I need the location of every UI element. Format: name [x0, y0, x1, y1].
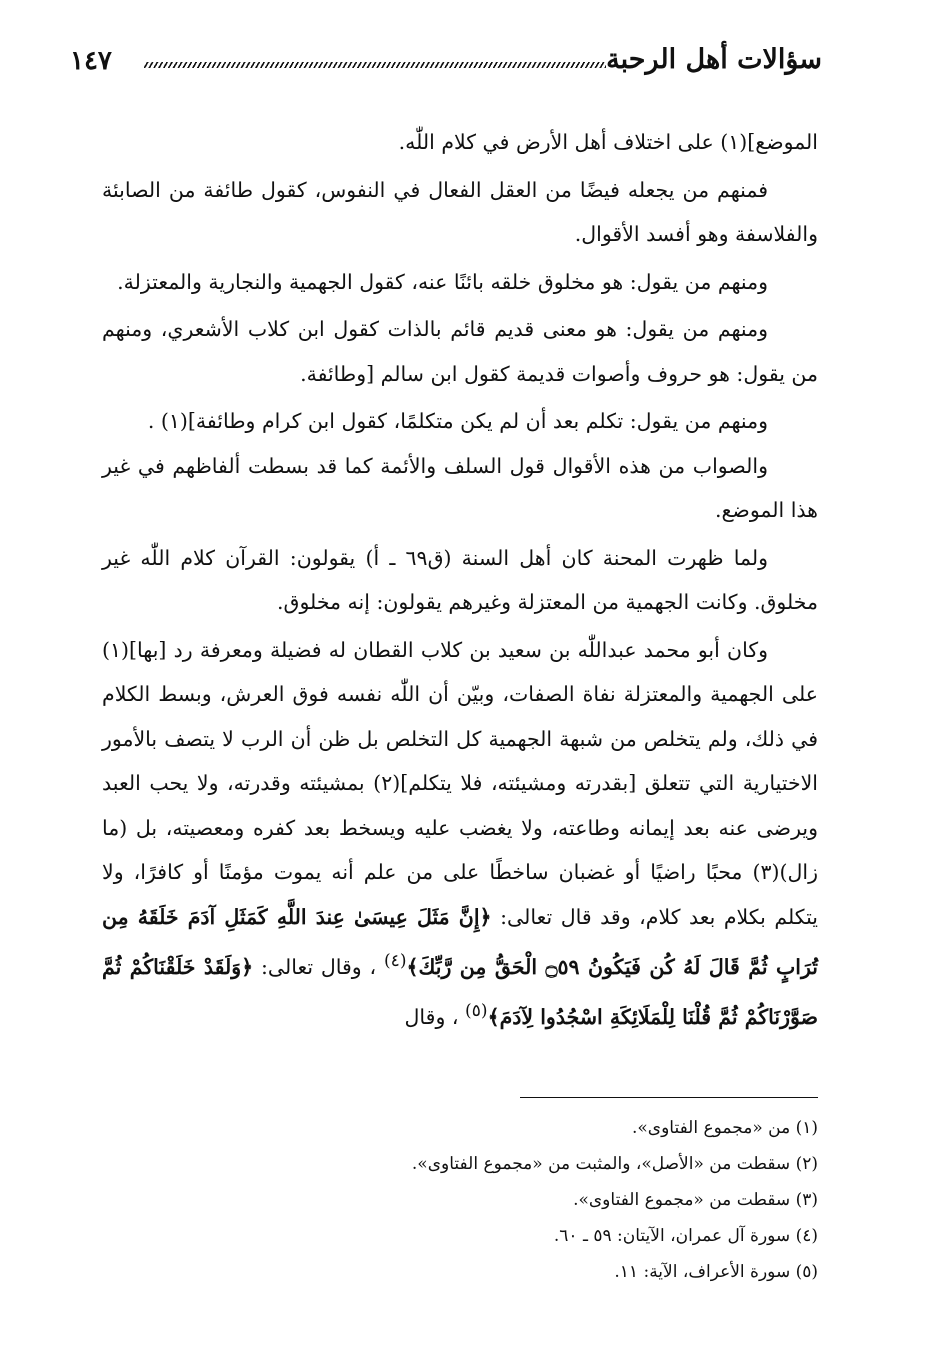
paragraph: ومنهم من يقول: هو مخلوق خلقه بائنًا عنه، كقول الجهمية والنجارية والمعتزلة. [117, 269, 768, 294]
footnotes [102, 1110, 818, 1290]
paragraph: ولما ظهرت المحنة كان أهل السنة (ق٦٩ ـ أ) يقولون: القرآن كلام اللّٰه غير مخلوق. وكانت الجهمية من المعتزلة وغيرهم يقولون: إنه مخلوق. [102, 545, 818, 614]
footnote-ref: (٤) [383, 951, 407, 971]
footnote: (١) من «مجموع الفتاوى». [631, 1118, 818, 1138]
paragraph-with-quran [102, 628, 818, 1040]
paragraph: الموضع](١) على اختلاف أهل الأرض في كلام اللّٰه. [398, 130, 818, 154]
connector-text: ، وقال [404, 1005, 466, 1030]
paragraph: والصواب من هذه الأقوال قول السلف والأئمة كما قد بسطت ألفاظهم في غير هذا الموضع. [102, 453, 818, 522]
footnote: (٢) سقطت من «الأصل»، والمثبت من «مجموع الفتاوى». [411, 1154, 818, 1174]
paragraph: ومنهم من يقول: هو معنى قديم قائم بالذات كقول ابن كلاب الأشعري، ومنهم من يقول: هو حروف وأصوات قديمة كقول ابن سالم [وطائفة. [102, 317, 818, 386]
paragraph: ومنهم من يقول: تكلم بعد أن لم يكن متكلمًا، كقول ابن كرام وطائفة](١) . [147, 409, 768, 433]
quran-verse: ﴿وَلَقَدْ خَلَقْنَاكُمْ ثُمَّ صَوَّرْنَاكُمْ ثُمَّ قُلْنَا لِلْمَلَائِكَةِ اسْجُدُوا لِآدَمَ﴾ [102, 954, 818, 1030]
header-ornament-rule [144, 62, 606, 68]
paragraph: فمنهم من يجعله فيضًا من العقل الفعال في النفوس، كقول طائفة من الصابئة والفلاسفة وهو أفسد الأقوال. [102, 177, 818, 246]
page-number: ١٤٧ [70, 46, 112, 76]
running-title: سؤالات أهل الرحبة [606, 44, 822, 75]
footnote: (٥) سورة الأعراف، الآية: ١١. [614, 1262, 818, 1282]
connector-text: ، وقال تعالى: [253, 954, 384, 979]
paragraph-text: وكان أبو محمد عبداللّٰه بن سعيد بن كلاب القطان له فضيلة ومعرفة رد [بها](١) على الجهمية والمعتزلة نفاة الصفات، وبيّن أن اللّٰه نفسه فوق العرش، وبسط الكلام في ذلك، ولم يتخلص من شبهة الجهمية كل التخلص بل ظن أن الرب لا يتصف بالأمور الاختيارية التي تتعلق [بقدرته ومشيئته، فلا يتكلم](٢) بمشيئته وقدرته، ولا يحب العبد ويرضى عنه بعد إيمانه وطاعته، ولا يغضب عليه ويسخط بعد كفره ومعصيته، بل (ما زال)(٣) محبًا راضيًا أو غضبان ساخطًا على من علم أنه يموت مؤمنًا أو كافرًا، ولا يتكلم بكلام بعد كلام، وقد قال تعالى: [102, 637, 818, 929]
footnote-separator [520, 1097, 818, 1098]
main-text [102, 120, 818, 1040]
footnote-ref: (٥) [465, 1001, 488, 1022]
footnote: (٣) سقطت من «مجموع الفتاوى». [573, 1190, 818, 1210]
page-header [62, 42, 822, 82]
footnote: (٤) سورة آل عمران، الآيتان: ٥٩ ـ ٦٠. [553, 1226, 818, 1246]
quran-verse: ﴿إِنَّ مَثَلَ عِيسَىٰ عِندَ اللَّهِ كَمَثَلِ آدَمَ خَلَقَهُ مِن تُرَابٍ ثُمَّ قَالَ لَهُ كُن فَيَكُونُ ۝٥٩ الْحَقُّ مِن رَّبِّكَ﴾ [102, 904, 819, 979]
